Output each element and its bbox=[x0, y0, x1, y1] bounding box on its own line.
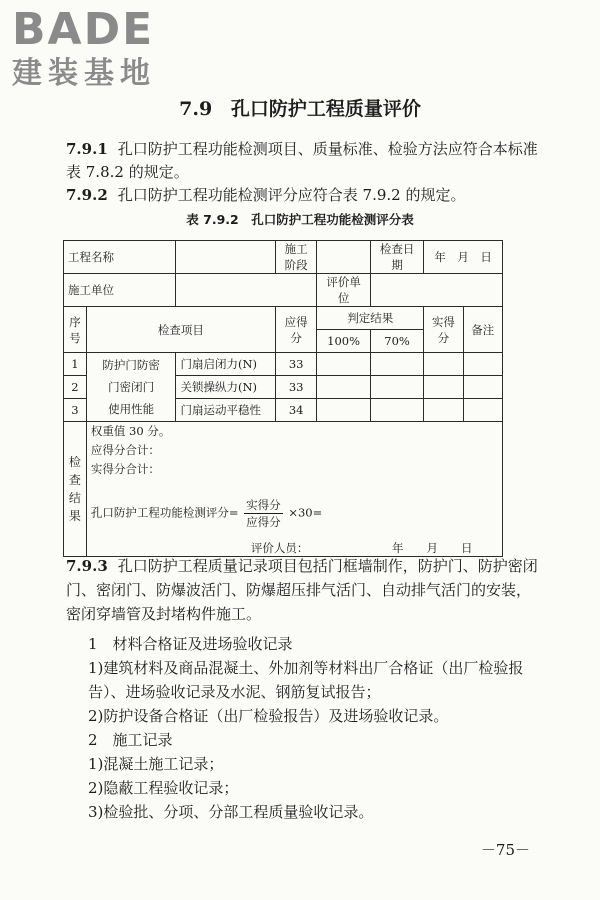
clause-number: 7.9.3 bbox=[66, 557, 108, 575]
list-item: 2)隐蔽工程验收记录； bbox=[88, 779, 239, 797]
cell bbox=[463, 353, 502, 376]
row-item: 门扇运动平稳性 bbox=[176, 399, 276, 422]
row-score: 33 bbox=[275, 376, 316, 399]
table-header-row bbox=[64, 307, 503, 330]
table-row bbox=[64, 274, 503, 307]
score-table bbox=[63, 240, 503, 557]
watermark-logo bbox=[12, 6, 182, 92]
stage-value bbox=[317, 241, 371, 274]
row-seq: 3 bbox=[64, 399, 87, 422]
table-row bbox=[64, 241, 503, 274]
row-score: 33 bbox=[275, 353, 316, 376]
table-caption: 表 7.9.2 孔口防护工程功能检测评分表 bbox=[186, 212, 414, 227]
result-label-char: 检 bbox=[68, 455, 81, 469]
project-name-label: 工程名称 bbox=[64, 241, 176, 274]
weight-text: 权重值 30 分。 bbox=[90, 424, 171, 438]
project-name-value bbox=[176, 241, 276, 274]
section-title-text: 孔口防护工程质量评价 bbox=[230, 98, 421, 120]
list-heading: 2 施工记录 bbox=[88, 731, 173, 749]
list-item: 2)防护设备合格证（出厂检验报告）及进场验收记录。 bbox=[88, 707, 449, 725]
section-title bbox=[0, 94, 600, 121]
cell bbox=[463, 376, 502, 399]
group-label-line: 使用性能 bbox=[108, 402, 155, 416]
col-score: 应得分 bbox=[275, 307, 316, 353]
col-seq: 序号 bbox=[64, 307, 87, 353]
cell bbox=[424, 399, 463, 422]
section-number: 7.9 bbox=[179, 98, 213, 120]
list-item: 1)建筑材料及商品混凝土、外加剂等材料出厂合格证（出厂检验报告）、进场验收记录及水泥、钢筋复试报告； bbox=[88, 659, 524, 701]
row-item: 关锁操纵力(N) bbox=[176, 376, 276, 399]
result-label bbox=[64, 422, 87, 557]
clause-number: 7.9.1 bbox=[66, 140, 108, 158]
row-item: 门扇启闭力(N) bbox=[176, 353, 276, 376]
cell bbox=[317, 353, 371, 376]
should-total: 应得分合计： bbox=[90, 443, 160, 457]
row-seq: 2 bbox=[64, 376, 87, 399]
clause-7-9-3 bbox=[66, 554, 538, 626]
list-item: 1)混凝土施工记录； bbox=[88, 755, 224, 773]
col-remark: 备注 bbox=[463, 307, 502, 353]
results-cell bbox=[86, 422, 502, 557]
row-seq: 1 bbox=[64, 353, 87, 376]
evaluation-date: 年 月 日 bbox=[392, 541, 473, 555]
cell bbox=[370, 399, 423, 422]
table-row bbox=[64, 353, 503, 376]
clause-text: 孔口防护工程功能检测评分应符合表 7.9.2 的规定。 bbox=[117, 186, 466, 204]
score-formula bbox=[91, 497, 498, 530]
clause-number: 7.9.2 bbox=[66, 186, 108, 204]
group-label bbox=[86, 353, 176, 422]
cell bbox=[317, 376, 371, 399]
formula-fraction bbox=[244, 497, 283, 530]
group-label-line: 门密闭门 bbox=[108, 380, 155, 394]
formula-denominator: 应得分 bbox=[246, 515, 281, 529]
cell bbox=[424, 353, 463, 376]
list-item: 3)检验批、分项、分部工程质量验收记录。 bbox=[88, 803, 374, 821]
list-heading: 1 材料合格证及进场验收记录 bbox=[88, 635, 293, 653]
clause-text: 孔口防护工程功能检测项目、质量标准、检验方法应符合本标准表 7.8.2 的规定。 bbox=[66, 140, 538, 181]
date-label: 检查日期 bbox=[370, 241, 423, 274]
row-score: 34 bbox=[275, 399, 316, 422]
group-label-line: 防护门防密 bbox=[102, 358, 160, 372]
result-label-char: 结 bbox=[68, 491, 81, 505]
logo-subtitle: 建装基地 bbox=[12, 56, 156, 91]
page-number: －75－ bbox=[480, 841, 530, 859]
cell bbox=[317, 399, 371, 422]
col-actual: 实得分 bbox=[424, 307, 463, 353]
actual-total: 实得分合计： bbox=[90, 462, 160, 476]
cell bbox=[370, 353, 423, 376]
results-row bbox=[64, 422, 503, 557]
cell bbox=[424, 376, 463, 399]
formula-prefix: 孔口防护工程功能检测评分= bbox=[90, 505, 239, 520]
clause-7-9-2 bbox=[66, 184, 538, 207]
formula-numerator: 实得分 bbox=[246, 498, 281, 512]
col-70: 70% bbox=[370, 330, 423, 353]
eval-unit-value bbox=[370, 274, 502, 307]
evaluator-label: 评价人员： bbox=[250, 541, 309, 555]
col-100: 100% bbox=[317, 330, 371, 353]
clause-7-9-1 bbox=[66, 138, 538, 184]
result-label-char: 果 bbox=[68, 509, 81, 523]
records-list bbox=[66, 632, 538, 824]
formula-suffix: ×30= bbox=[288, 505, 323, 520]
clause-text: 孔口防护工程质量记录项目包括门框墙制作，防护门、防护密闭门、密闭门、防爆波活门、防爆超压排气活门、自动排气活门的安装，密闭穿墙管及封堵构件施工。 bbox=[66, 557, 538, 623]
date-value: 年 月 日 bbox=[424, 241, 503, 274]
col-item: 检查项目 bbox=[86, 307, 275, 353]
col-judge: 判定结果 bbox=[317, 307, 424, 330]
cell bbox=[463, 399, 502, 422]
stage-label: 施工阶段 bbox=[275, 241, 316, 274]
unit-label: 施工单位 bbox=[64, 274, 176, 307]
unit-value bbox=[176, 274, 317, 307]
eval-unit-label: 评价单位 bbox=[317, 274, 371, 307]
cell bbox=[370, 376, 423, 399]
result-label-char: 查 bbox=[68, 473, 81, 487]
logo-word: BADE bbox=[12, 4, 155, 55]
